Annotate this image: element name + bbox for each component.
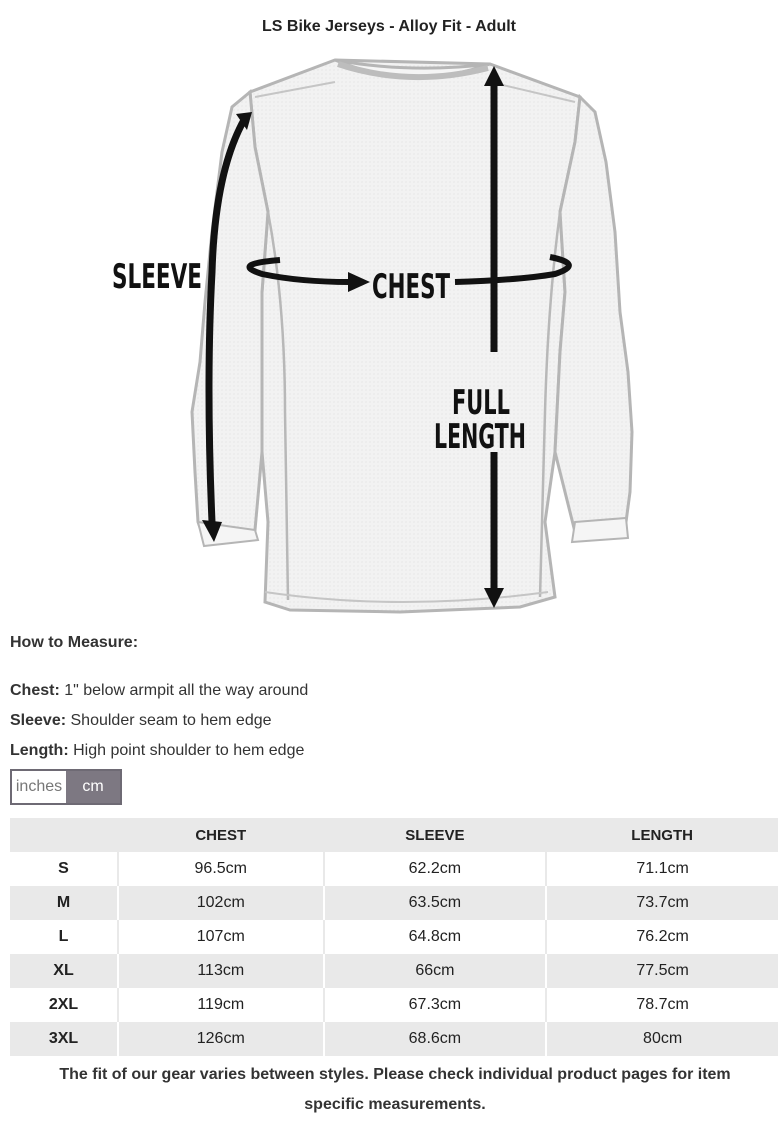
inches-button[interactable]: inches	[12, 771, 66, 803]
size-cell: 2XL	[10, 988, 118, 1022]
chest-cell: 107cm	[118, 920, 324, 954]
chest-cell: 113cm	[118, 954, 324, 988]
size-cell: 3XL	[10, 1022, 118, 1056]
chest-label: CHEST	[372, 267, 451, 307]
measure-term: Chest:	[10, 682, 60, 699]
length-cell: 73.7cm	[546, 886, 778, 920]
measure-length	[10, 742, 304, 760]
chest-cell: 96.5cm	[118, 852, 324, 886]
measure-chest	[10, 682, 308, 700]
chest-cell: 126cm	[118, 1022, 324, 1056]
measure-desc: 1" below armpit all the way around	[64, 682, 309, 699]
table-header-length: LENGTH	[546, 818, 778, 852]
sleeve-cell: 68.6cm	[324, 1022, 547, 1056]
table-row	[10, 988, 778, 1022]
unit-toggle	[10, 769, 122, 805]
cm-button[interactable]: cm	[66, 771, 120, 803]
length-cell: 76.2cm	[636, 928, 689, 945]
table-header-sleeve: SLEEVE	[324, 818, 547, 852]
page-title: LS Bike Jerseys - Alloy Fit - Adult	[262, 18, 516, 35]
sleeve-cell: 62.2cm	[324, 852, 547, 886]
sleeve-cell: 66cm	[324, 954, 547, 988]
measure-desc: Shoulder seam to hem edge	[70, 712, 272, 729]
sleeve-cell: 64.8cm	[324, 920, 547, 954]
size-cell: M	[10, 886, 118, 920]
table-row	[10, 920, 778, 954]
full-length-label-line2: LENGTH	[434, 417, 526, 457]
size-chart-table	[10, 818, 778, 1056]
measure-term: Length:	[10, 742, 69, 759]
length-cell: 78.7cm	[636, 996, 689, 1013]
sleeve-cell: 63.5cm	[324, 886, 547, 920]
table-row	[10, 886, 778, 920]
size-cell: XL	[10, 954, 118, 988]
chest-cell: 119cm	[118, 988, 324, 1022]
sleeve-label: SLEEVE	[112, 257, 202, 297]
table-row	[10, 1022, 778, 1056]
length-cell: 71.1cm	[636, 860, 689, 877]
size-cell: S	[10, 852, 118, 886]
table-header-chest: CHEST	[118, 818, 324, 852]
measure-term: Sleeve:	[10, 712, 67, 729]
table-row	[10, 852, 778, 886]
chest-cell: 102cm	[118, 886, 324, 920]
measure-desc: High point shoulder to hem edge	[73, 742, 305, 759]
how-to-measure-heading: How to Measure:	[10, 634, 139, 651]
full-length-label-line1: FULL	[452, 383, 510, 423]
table-row	[10, 954, 778, 988]
table-header-row	[10, 818, 778, 852]
fit-disclaimer: The fit of our gear varies between styles. Please check individual product pages for item specific measurements.	[59, 1066, 731, 1113]
length-cell: 80cm	[546, 1022, 778, 1056]
measure-sleeve	[10, 712, 272, 730]
jersey-icon	[192, 60, 632, 612]
jersey-measurement-diagram	[0, 52, 778, 622]
sleeve-cell: 67.3cm	[324, 988, 547, 1022]
length-cell: 77.5cm	[546, 954, 778, 988]
table-header-size	[10, 818, 118, 852]
size-cell: L	[10, 920, 118, 954]
